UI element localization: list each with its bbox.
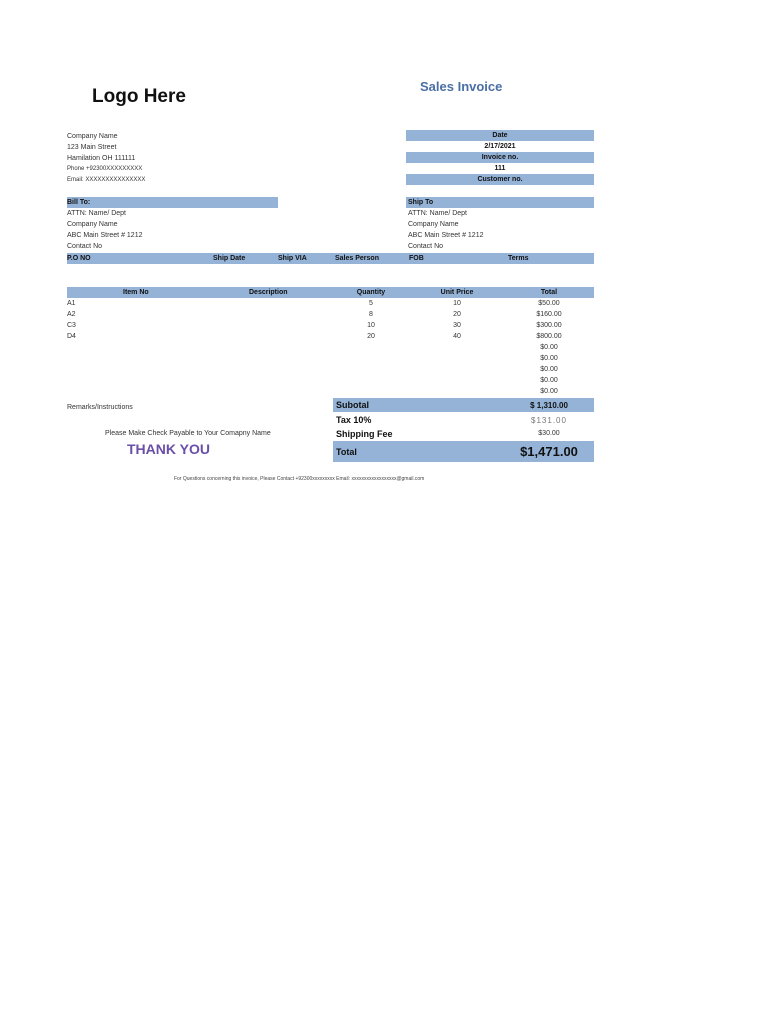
bill-to-line: Company Name — [67, 221, 118, 228]
bill-to-line: Contact No — [67, 243, 103, 250]
table-row — [67, 344, 594, 355]
price-cell: 10 — [453, 300, 461, 307]
table-row — [67, 355, 594, 366]
bill-to-label: Bill To: — [67, 199, 91, 206]
subtotal-label: Subotal — [336, 400, 369, 410]
total-cell: $0.00 — [540, 388, 558, 395]
company-phone: Phone +92300XXXXXXXXX — [67, 166, 143, 172]
tax-row — [333, 413, 594, 427]
payable-note: Please Make Check Payable to Your Comapny Name — [105, 430, 271, 437]
company-city: Hamilation OH 111111 — [67, 155, 136, 162]
po-number-header: P.O NO — [67, 255, 91, 262]
total-row — [333, 441, 594, 462]
price-cell: 30 — [453, 322, 461, 329]
item-no-header: Item No — [123, 289, 149, 296]
qty-cell: 5 — [369, 300, 373, 307]
bill-to-block — [67, 208, 143, 252]
item-cell: A1 — [67, 300, 76, 307]
thank-you-text: THANK YOU — [127, 441, 210, 457]
order-header-bar — [67, 253, 594, 264]
item-cell: D4 — [67, 333, 76, 340]
remarks-label: Remarks/Instructions — [67, 404, 133, 411]
qty-cell: 10 — [367, 322, 375, 329]
logo-placeholder: Logo Here — [92, 86, 186, 107]
tax-label: Tax 10% — [336, 415, 372, 425]
shipping-label: Shipping Fee — [336, 429, 393, 439]
total-cell: $160.00 — [536, 311, 562, 318]
bill-to-header — [67, 197, 278, 208]
quantity-header: Quantity — [356, 289, 386, 296]
ship-to-label: Ship To — [408, 199, 434, 206]
subtotal-value: $ 1,310.00 — [530, 401, 568, 410]
total-header: Total — [540, 289, 558, 296]
company-name: Company Name — [67, 133, 118, 140]
ship-to-line: ABC Main Street # 1212 — [408, 232, 484, 239]
ship-via-header: Ship VIA — [278, 255, 307, 262]
ship-to-line: Company Name — [408, 221, 459, 228]
table-row — [67, 322, 594, 333]
item-cell: C3 — [67, 322, 76, 329]
terms-header: Terms — [508, 255, 529, 262]
date-value: 2/17/2021 — [484, 143, 516, 150]
date-label: Date — [406, 130, 594, 141]
qty-cell: 8 — [369, 311, 373, 318]
table-row — [67, 377, 594, 388]
customer-number-label: Customer no. — [406, 174, 594, 185]
total-cell: $0.00 — [540, 366, 558, 373]
bill-to-line: ATTN: Name/ Dept — [67, 210, 126, 217]
description-header: Description — [249, 289, 288, 296]
fob-header: FOB — [409, 255, 424, 262]
price-cell: 40 — [453, 333, 461, 340]
sales-person-header: Sales Person — [335, 255, 379, 262]
invoice-title: Sales Invoice — [420, 79, 503, 94]
table-row — [67, 333, 594, 344]
table-row — [67, 311, 594, 322]
subtotal-row — [333, 398, 594, 412]
company-info — [67, 131, 145, 186]
total-cell: $50.00 — [538, 300, 560, 307]
total-cell: $800.00 — [536, 333, 562, 340]
ship-to-header — [406, 197, 594, 208]
item-cell: A2 — [67, 311, 76, 318]
footer-contact: For Questions concerning this invoice, Please Contact +92300xxxxxxxxx Email: xxxxxxxxxxxxxxxxxx@gmail.com — [174, 476, 425, 482]
ship-to-line: Contact No — [408, 243, 444, 250]
ship-to-block — [408, 208, 484, 252]
price-cell: 20 — [453, 311, 461, 318]
ship-date-header: Ship Date — [213, 255, 246, 262]
total-label: Total — [336, 447, 357, 457]
shipping-value: $30.00 — [538, 430, 560, 437]
invoice-number-label: Invoice no. — [406, 152, 594, 163]
total-value: $1,471.00 — [520, 444, 578, 459]
total-cell: $0.00 — [540, 355, 558, 362]
shipping-row — [333, 427, 594, 441]
table-row — [67, 366, 594, 377]
table-row — [67, 300, 594, 311]
qty-cell: 20 — [367, 333, 375, 340]
company-street: 123 Main Street — [67, 144, 117, 151]
total-cell: $300.00 — [536, 322, 562, 329]
unit-price-header: Unit Price — [440, 289, 474, 296]
bill-to-line: ABC Main Street # 1212 — [67, 232, 143, 239]
invoice-number-value: 111 — [494, 165, 506, 172]
ship-to-line: ATTN: Name/ Dept — [408, 210, 467, 217]
total-cell: $0.00 — [540, 377, 558, 384]
tax-value: $131.00 — [531, 416, 567, 425]
items-header-bar — [67, 287, 594, 298]
total-cell: $0.00 — [540, 344, 558, 351]
company-email: Email: XXXXXXXXXXXXXXX — [67, 177, 146, 183]
